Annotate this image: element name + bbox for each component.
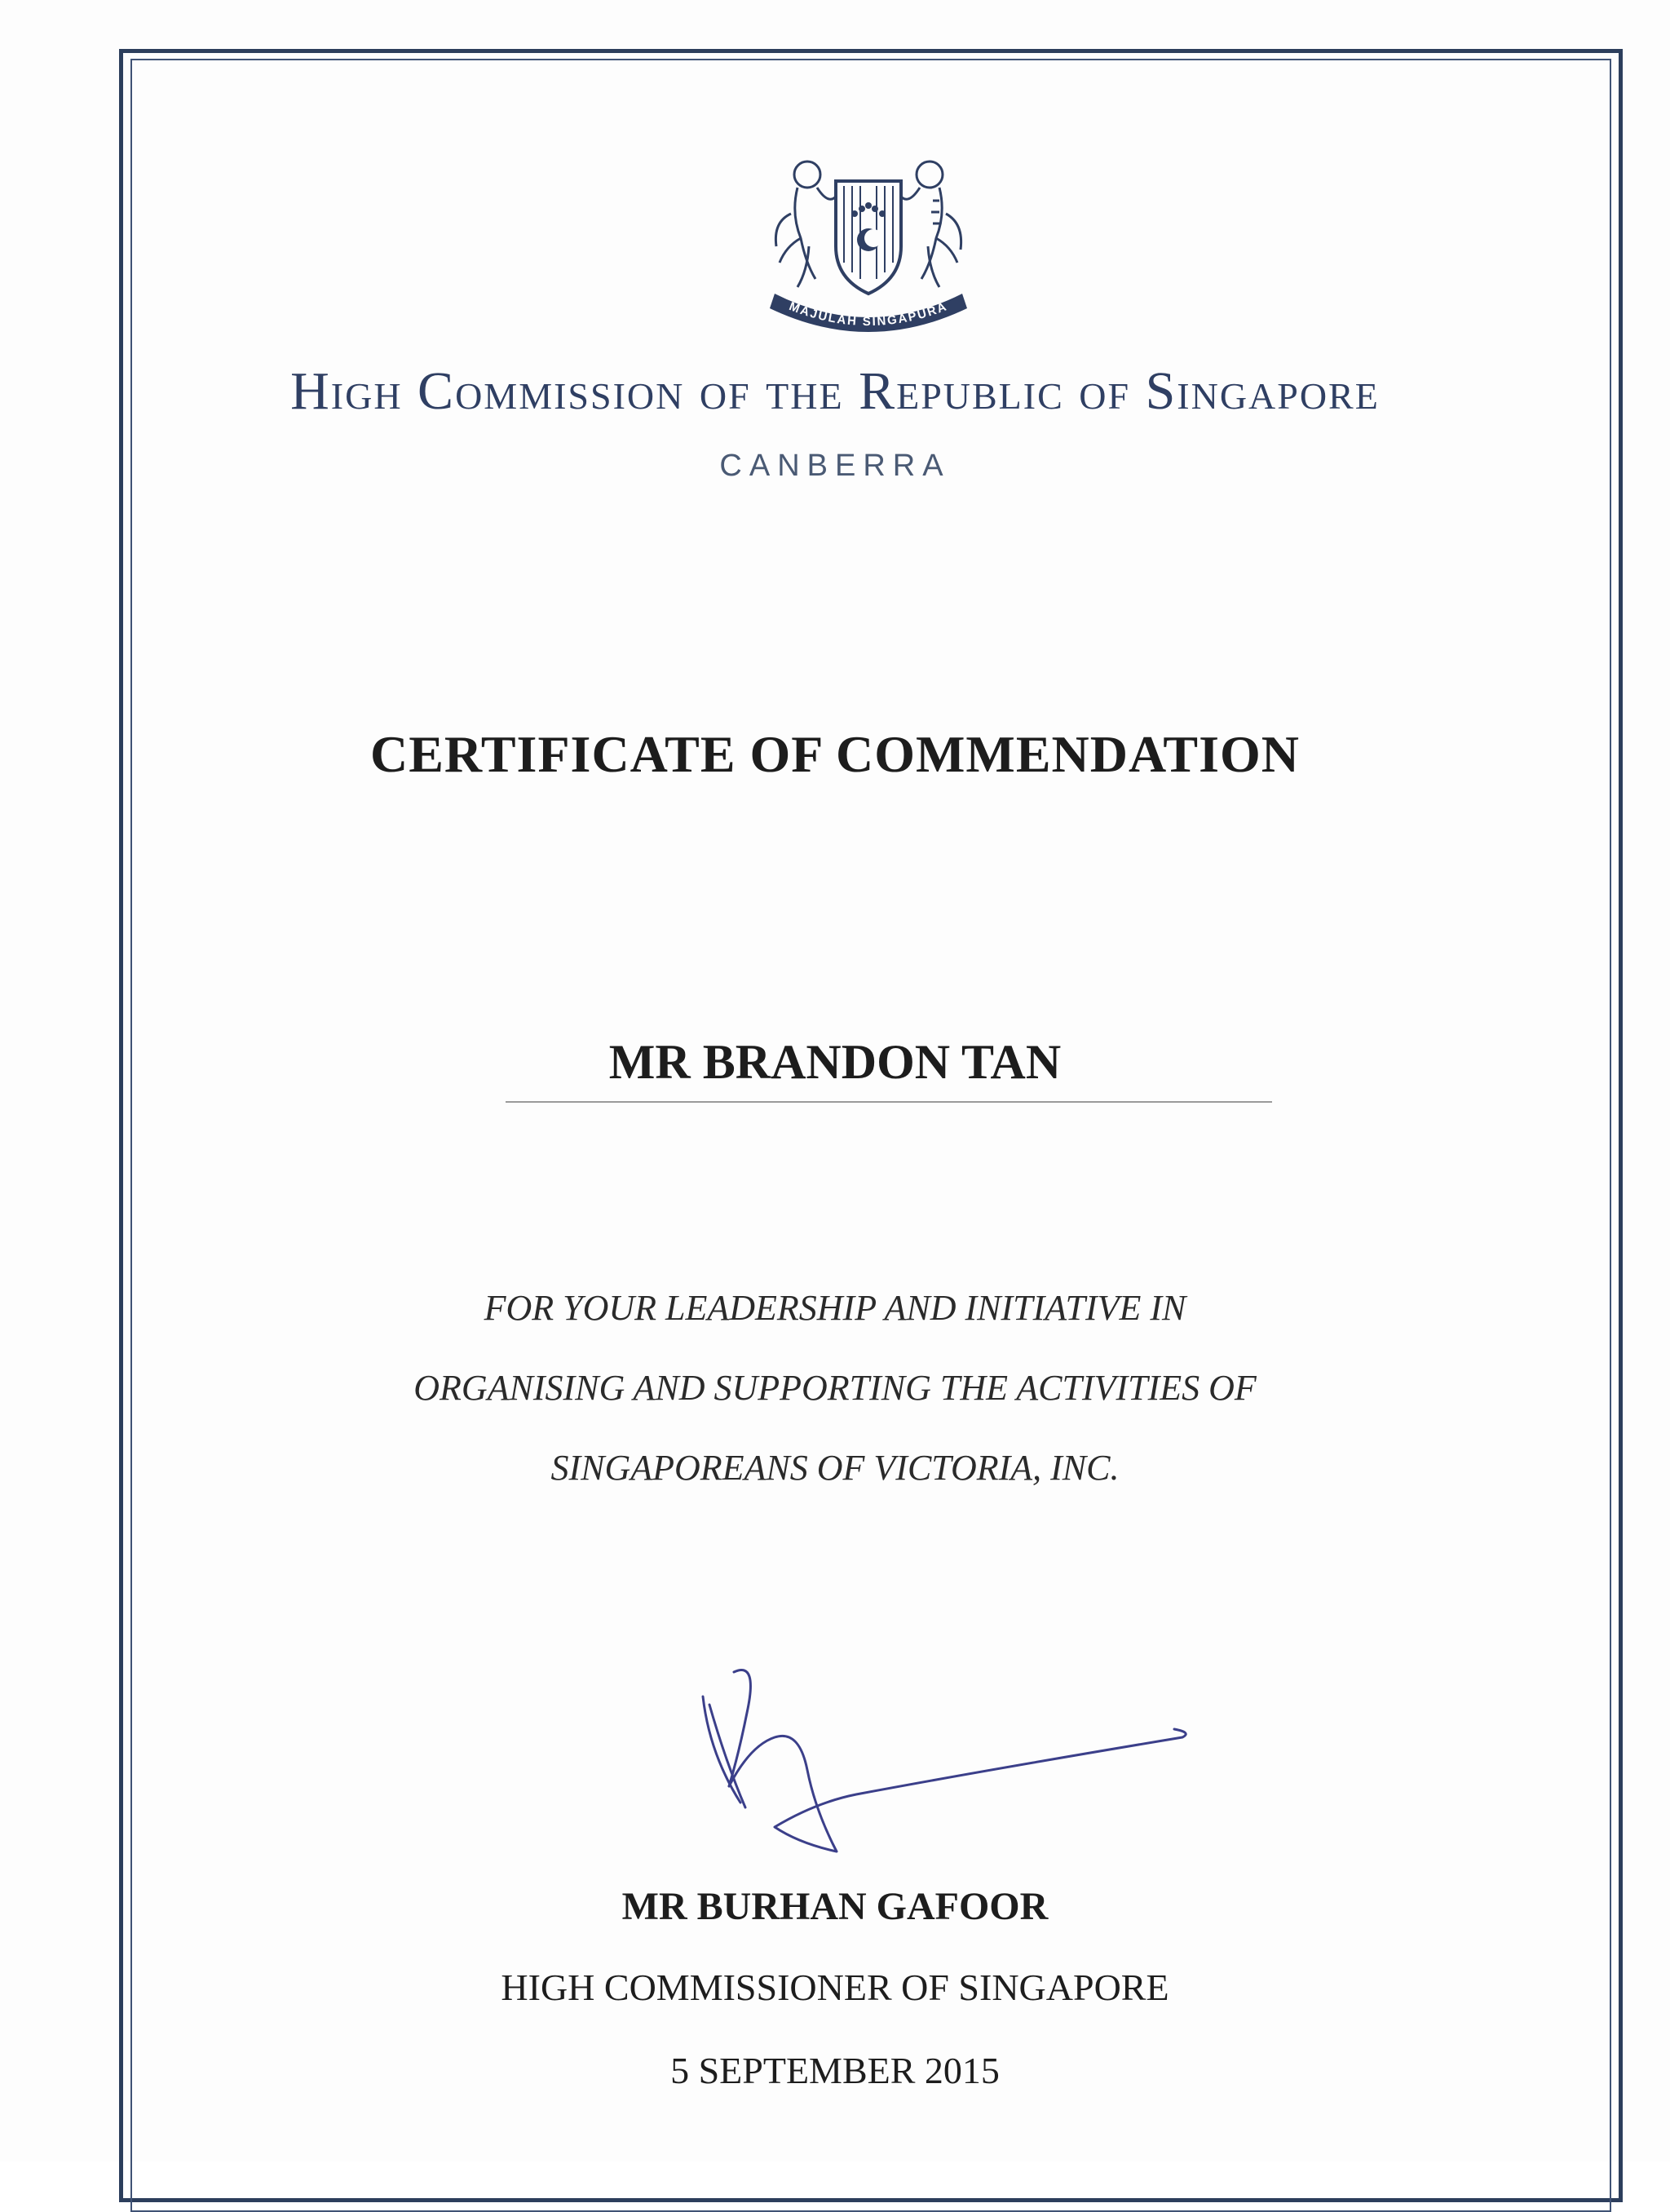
organization-city: CANBERRA	[719, 449, 951, 483]
recipient-underline	[506, 1101, 1272, 1103]
citation-line: FOR YOUR LEADERSHIP AND INITIATIVE IN	[484, 1288, 1186, 1328]
organization-title: High Commission of the Republic of Singapore	[290, 361, 1380, 421]
crest-motto: MAJULAH SINGAPURA	[787, 299, 950, 330]
signatory-role: HIGH COMMISSIONER OF SINGAPORE	[501, 1966, 1169, 2008]
svg-text:MAJULAH SINGAPURA	[787, 299, 949, 329]
signatory-name: MR BURHAN GAFOOR	[621, 1885, 1049, 1928]
coat-of-arms-icon	[758, 148, 979, 341]
certificate-date: 5 SEPTEMBER 2015	[670, 2050, 1000, 2091]
certificate-title: CERTIFICATE OF COMMENDATION	[369, 725, 1301, 783]
citation-line: SINGAPOREANS OF VICTORIA, INC.	[550, 1448, 1120, 1488]
signature-mark	[693, 1664, 1215, 1876]
citation-line: ORGANISING AND SUPPORTING THE ACTIVITIES OF	[413, 1368, 1257, 1408]
recipient-name: MR BRANDON TAN	[608, 1035, 1062, 1089]
